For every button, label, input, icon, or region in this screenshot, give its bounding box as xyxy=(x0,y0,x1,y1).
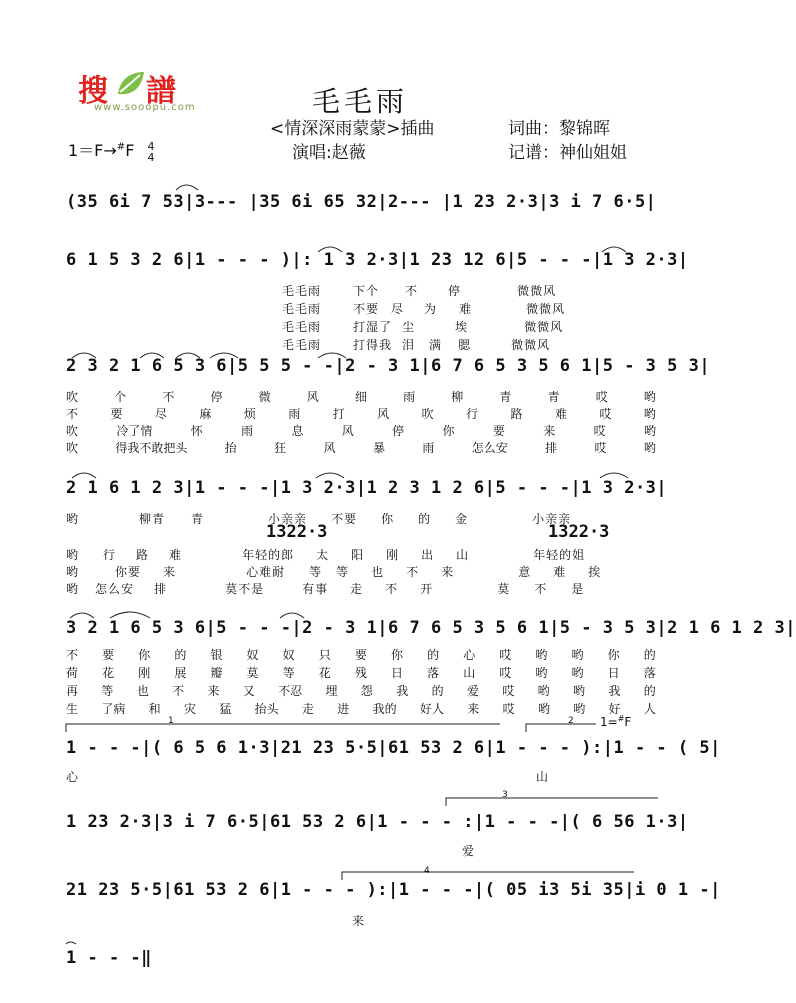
song-subtitle: <情深深雨蒙蒙>插曲 xyxy=(270,119,435,139)
music-line-4: 2 1 6 1 2 3|1 - - -|1 3 2·3|1 2 3 1 2 6|5 - - -|1 3 2·3| xyxy=(66,478,668,498)
music-line-7: 1 23 2·3|3 i 7 6·5|61 53 2 6|1 - - - :|1 - - -|( 6 56 1·3| xyxy=(66,812,689,832)
verse3-row-2: 哟 你要 来 心难耐 等 等 也 不 来 意 难 挨 xyxy=(66,565,602,579)
logo-right-char: 譜 xyxy=(146,74,176,109)
music-line-3: 2 3 2 1 6 5 3 6|5 5 5 - -|2 - 3 1|6 7 6 5 3 5 6 1|5 - 3 5 3| xyxy=(66,356,711,376)
time-signature xyxy=(147,141,154,163)
volta-2-label: 2 xyxy=(568,716,574,726)
song-title: 毛毛雨 xyxy=(311,85,408,118)
music-line-9: 1 - - -‖ xyxy=(66,948,152,968)
modulation-mark: 1=#F xyxy=(600,714,632,729)
verse4-row-4: 生 了病 和 灾 猛 抬头 走 进 我的 好人 来 哎 哟 哟 好 人 xyxy=(66,702,656,716)
verse3-row-1: 哟 行 路 难 年轻的郎 太 阳 刚 出 山 年轻的姐 xyxy=(66,548,586,562)
verse2-row-2: 不 要 尽 麻 烦 雨 打 风 吹 行 路 难 哎 哟 xyxy=(66,407,656,421)
volta-3-label: 3 xyxy=(502,790,508,800)
inline-music-a: 1322·3 xyxy=(266,522,328,542)
sharp-sign: # xyxy=(116,141,126,153)
volta-4-bracket xyxy=(342,872,634,880)
volta-1-bracket xyxy=(66,724,500,732)
verse2-row-1: 吹 个 不 停 微 风 细 雨 柳 青 青 哎 哟 xyxy=(66,390,656,404)
logo-left-char: 搜 xyxy=(78,74,108,109)
verse1-row-1: 毛毛雨 下个 不 停 微微风 xyxy=(282,284,557,298)
line8-lyric: 来 xyxy=(352,914,366,928)
music-line-1: (35 6i 7 53|3--- |35 6i 65 32|2--- |1 23 2·3|3 i 7 6·5| xyxy=(66,192,657,212)
music-line-6: 1 - - -|( 6 5 6 1·3|21 23 5·5|61 53 2 6|1 - - - ):|1 - - ( 5| xyxy=(66,738,721,758)
volta-1-label: 1 xyxy=(168,716,174,726)
verse1-row-3: 毛毛雨 打湿了 尘 埃 微微风 xyxy=(282,320,564,334)
verse3-top-row: 哟 柳青 青 小亲亲 不要 你 的 金 小亲亲 xyxy=(66,512,572,526)
key-prefix: 1＝F→ xyxy=(68,141,117,160)
time-top: 4 xyxy=(147,139,155,153)
verse1-row-2: 毛毛雨 不要 尽 为 难 微微风 xyxy=(282,302,566,316)
line6-lyric-left: 心 xyxy=(66,770,80,784)
singer: 演唱:赵薇 xyxy=(292,143,366,163)
volta-2-bracket xyxy=(526,724,596,732)
music-line-5: 3 2 1 6 5 3 6|5 - - -|2 - 3 1|6 7 6 5 3 5 6 1|5 - 3 5 3|2 1 6 1 2 3| xyxy=(66,618,796,638)
volta-4-label: 4 xyxy=(424,866,430,876)
logo-url: www.sooopu.com xyxy=(94,102,196,113)
line6-lyric-right: 山 xyxy=(536,770,550,784)
music-line-8: 21 23 5·5|61 53 2 6|1 - - - ):|1 - - -|( 05 i3 5i 35|i 0 1 -| xyxy=(66,880,721,900)
key-signature xyxy=(68,138,154,163)
slur xyxy=(66,942,76,944)
verse2-row-3: 吹 冷了情 怀 雨 息 风 停 你 要 来 哎 哟 xyxy=(66,424,656,438)
verse1-row-4: 毛毛雨 打得我 泪 满 腮 微微风 xyxy=(282,338,551,352)
verse3-row-3: 哟 怎么安 排 莫不是 有事 走 不 开 莫 不 是 xyxy=(66,582,585,596)
inline-music-b: 1322·3 xyxy=(548,522,610,542)
verse4-row-3: 再 等 也 不 来 又 不忍 埋 怨 我 的 爱 哎 哟 哟 我 的 xyxy=(66,684,656,698)
key-suffix: F xyxy=(125,141,135,160)
volta-3-bracket xyxy=(446,798,658,806)
verse2-row-4: 吹 得我不敢把头 抬 狂 风 暴 雨 怎么安 排 哎 哟 xyxy=(66,441,656,455)
time-bottom: 4 xyxy=(147,150,155,164)
line7-lyric: 爱 xyxy=(462,844,476,858)
composer: 词曲：黎锦晖 xyxy=(508,119,610,139)
transcriber: 记谱：神仙姐姐 xyxy=(508,143,627,163)
music-line-2: 6 1 5 3 2 6|1 - - - )|: 1 3 2·3|1 23 12 6|5 - - -|1 3 2·3| xyxy=(66,250,689,270)
slur xyxy=(176,185,198,190)
verse4-row-1: 不 要 你 的 银 奴 奴 只 要 你 的 心 哎 哟 哟 你 的 xyxy=(66,648,656,662)
verse4-row-2: 荷 花 刚 展 瓣 莫 等 花 残 日 落 山 哎 哟 哟 日 落 xyxy=(66,666,656,680)
